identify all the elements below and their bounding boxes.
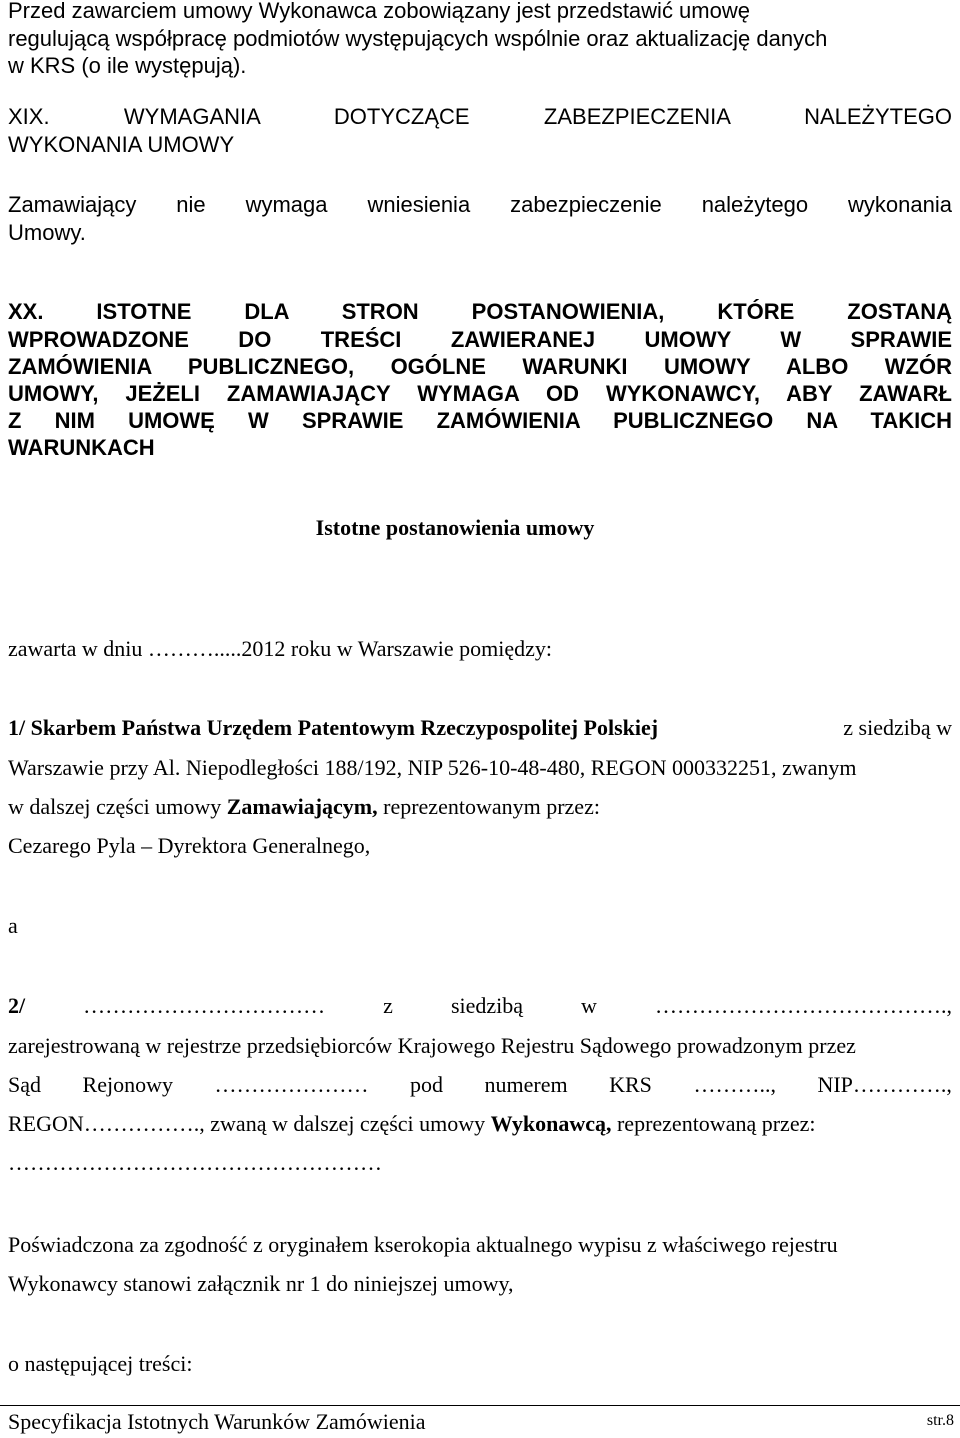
section-xix-heading-text-1: XIX. WYMAGANIA DOTYCZĄCE ZABEZPIECZENIA NALEŻYTEGO — [8, 104, 952, 129]
conjunction-and — [8, 913, 952, 939]
party-1-line-2 — [8, 755, 952, 781]
content-intro — [8, 1351, 952, 1377]
section-xx-text-1: XX. ISTOTNE DLA STRON POSTANOWIENIA, KTÓRE ZOSTANĄ — [8, 299, 952, 324]
party-2-line-3 — [8, 1072, 952, 1098]
intro-line-1 — [8, 0, 952, 24]
party-1-line-3 — [8, 794, 952, 820]
party-2-name-placeholder: …………………………… — [83, 993, 326, 1018]
certification-text-1: Poświadczona za zgodność z oryginałem kserokopia aktualnego wypisu z właściwego rejestru — [8, 1232, 838, 1257]
party-2-line-2 — [8, 1033, 952, 1059]
party-2-register-text: zarejestrowaną w rejestrze przedsiębiorców Krajowego Rejestru Sądowego prowadzonym przez — [8, 1033, 856, 1058]
party-2-role: Wykonawcą, — [490, 1111, 612, 1136]
footer-divider — [0, 1405, 960, 1406]
certification-line-2 — [8, 1271, 952, 1297]
section-xx-line-6 — [8, 435, 952, 461]
section-xix-heading-line-1 — [8, 104, 952, 130]
party-2-line-1 — [8, 993, 952, 1019]
section-xx-line-5 — [8, 408, 952, 434]
party-2-court-1: Sąd — [8, 1072, 41, 1097]
party-2-line-4 — [8, 1111, 952, 1137]
section-xx-line-1 — [8, 299, 952, 325]
party-1-address-text: Warszawie przy Al. Niepodległości 188/192, NIP 526-10-48-480, REGON 000332251, zwanym — [8, 755, 857, 780]
party-2-representative-placeholder: …………………………………………… — [8, 1150, 382, 1175]
party-2-z: z — [383, 993, 393, 1018]
party-2-seat-placeholder: …………………………………., — [654, 993, 952, 1018]
certification-text-2: Wykonawcy stanowi załącznik nr 1 do niniejszej umowy, — [8, 1271, 514, 1296]
party-2-regon-text: REGON……………., zwaną w dalszej części umowy — [8, 1111, 486, 1136]
intro-text-2: regulującą współpracę podmiotów występujących wspólnie oraz aktualizację danych — [8, 26, 828, 51]
party-2-nip: NIP…………., — [817, 1072, 952, 1097]
party-2-court-placeholder: ………………… — [214, 1072, 369, 1097]
section-xx-text-3: ZAMÓWIENIA PUBLICZNEGO, OGÓLNE WARUNKI UMOWY ALBO WZÓR — [8, 354, 952, 379]
conjunction-and-text: a — [8, 913, 18, 938]
section-xix-heading-text-2: WYKONANIA UMOWY — [8, 132, 235, 157]
party-1-name: 1/ Skarbem Państwa Urzędem Patentowym Rzeczypospolitej Polskiej — [8, 715, 659, 740]
intro-line-2 — [8, 26, 952, 52]
section-xix-heading-line-2 — [8, 132, 952, 158]
section-xx-text-2: WPROWADZONE DO TREŚCI ZAWIERANEJ UMOWY W SPRAWIE — [8, 327, 952, 352]
party-1-role-suffix: reprezentowanym przez: — [383, 794, 600, 819]
section-xx-text-6: WARUNKACH — [8, 435, 155, 460]
party-2-court-2: Rejonowy — [82, 1072, 173, 1097]
party-2-line-5 — [8, 1150, 952, 1176]
intro-text-3: w KRS (o ile występują). — [8, 53, 247, 78]
content-intro-text: o następującej treści: — [8, 1351, 193, 1376]
party-1-role: Zamawiającym, — [226, 794, 378, 819]
party-2-number-word: numerem — [484, 1072, 568, 1097]
party-2-w: w — [581, 993, 597, 1018]
contract-date-text: zawarta w dniu ……….....2012 roku w Warszawie pomiędzy: — [8, 636, 553, 661]
section-xix-body-line-1 — [8, 192, 952, 218]
section-xx-line-2 — [8, 327, 952, 353]
party-1-seat-text: z siedzibą w — [843, 715, 952, 740]
footer-title: Specyfikacja Istotnych Warunków Zamówienia — [8, 1409, 426, 1434]
contract-title: Istotne postanowienia umowy — [315, 515, 595, 540]
section-xx-line-4 — [8, 381, 952, 407]
section-xx-text-4: UMOWY, JEŻELI ZAMAWIAJĄCY WYMAGA OD WYKONAWCY, ABY ZAWARŁ — [8, 381, 952, 406]
footer-page-number: str.8 — [926, 1412, 954, 1429]
intro-line-3 — [8, 53, 952, 79]
section-xix-body-text-2: Umowy. — [8, 220, 86, 245]
party-2-krs-placeholder: ……….., — [693, 1072, 776, 1097]
party-2-siedziba: siedzibą — [450, 993, 524, 1018]
party-1-role-prefix: w dalszej części umowy — [8, 794, 222, 819]
party-1-line-1 — [8, 715, 952, 741]
party-2-krs-label: KRS — [609, 1072, 652, 1097]
party-2-role-suffix: reprezentowaną przez: — [616, 1111, 816, 1136]
section-xx-line-3 — [8, 354, 952, 380]
party-2-under: pod — [410, 1072, 443, 1097]
section-xix-body-line-2 — [8, 220, 952, 246]
section-xx-text-5: Z NIM UMOWĘ W SPRAWIE ZAMÓWIENIA PUBLICZNEGO NA TAKICH — [8, 408, 952, 433]
section-xix-body-text-1: Zamawiający nie wymaga wniesienia zabezpieczenie należytego wykonania — [8, 192, 952, 217]
intro-text-1: Przed zawarciem umowy Wykonawca zobowiązany jest przedstawić umowę — [8, 0, 750, 23]
party-1-representative: Cezarego Pyla – Dyrektora Generalnego, — [8, 833, 371, 858]
contract-date-line — [8, 636, 952, 662]
party-1-line-4 — [8, 833, 952, 859]
party-2-number: 2/ — [8, 993, 26, 1018]
certification-line-1 — [8, 1232, 952, 1258]
